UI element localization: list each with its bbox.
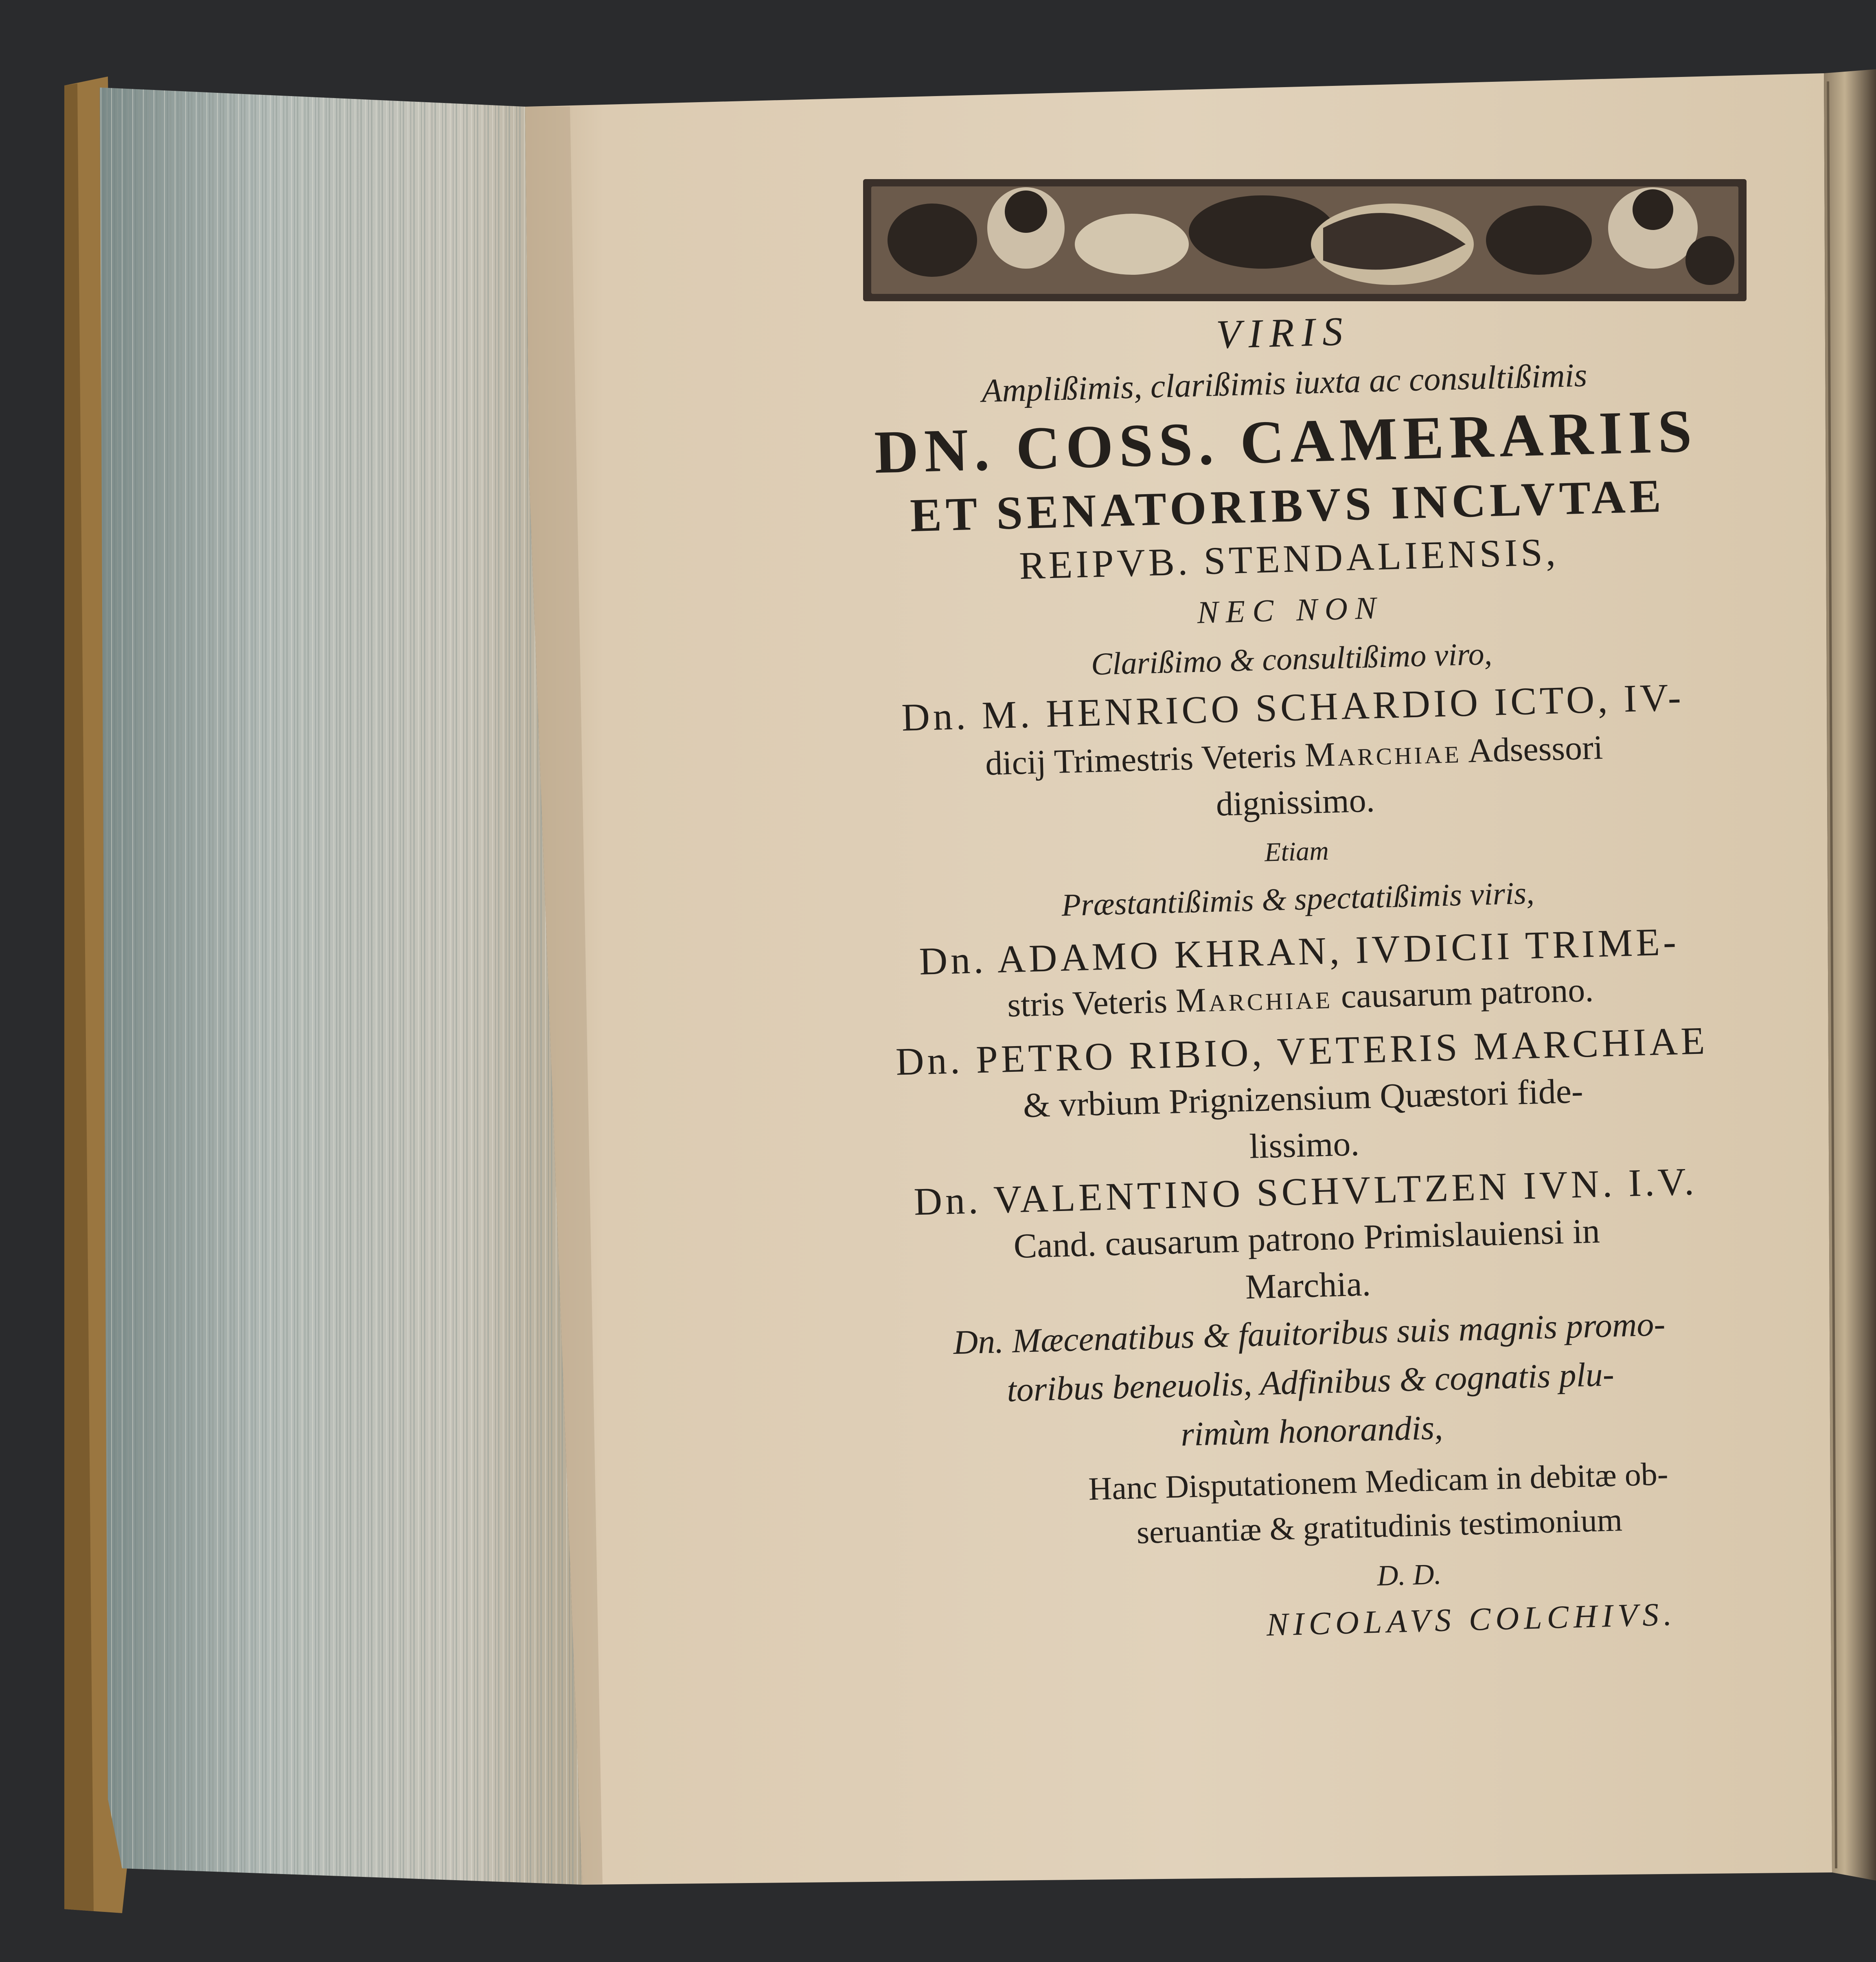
line-lissimo: lissimo. <box>1249 1123 1360 1166</box>
line-rimum: rimùm honorandis, <box>1180 1408 1444 1454</box>
line-valentino: Dn. VALENTINO SCHVLTZEN IVN. I.V. <box>913 1159 1698 1224</box>
line-amplissimis: Amplißimis, clarißimis iuxta ac consultißimis <box>981 356 1588 409</box>
line-nec-non: NEC NON <box>1197 589 1384 630</box>
text-stris: stris Veteris <box>1007 982 1177 1025</box>
text-causarum: causarum patrono. <box>1332 971 1594 1016</box>
line-vrbium: & vrbium Prignizensium Quæstori fide- <box>1022 1071 1584 1125</box>
line-adamo: Dn. ADAMO KHRAN, IVDICII TRIME- <box>918 920 1680 983</box>
line-dn-coss: DN. COSS. CAMERARIIS <box>873 397 1698 486</box>
line-petro: Dn. PETRO RIBIO, VETERIS MARCHIAE <box>895 1018 1709 1084</box>
text-adsessori: Adsessori <box>1461 728 1604 770</box>
line-et-senatoribus: ET SENATORIBVS INCLVTAE <box>909 470 1666 542</box>
line-marchia: Marchia. <box>1245 1264 1371 1307</box>
line-praestantissimis: Præstantißimis & spectatißimis viris, <box>1061 875 1535 923</box>
text-marchiae-1: Marchiae <box>1304 732 1462 774</box>
line-hanc: Hanc Disputationem Medicam in debitæ ob- <box>1088 1456 1669 1507</box>
line-etiam: Etiam <box>1264 836 1329 867</box>
line-signature-colchius: NICOLAVS COLCHIVS. <box>1266 1596 1677 1643</box>
line-dignissimo: dignissimo. <box>1215 781 1375 823</box>
line-toribus: toribus beneuolis, Adfinibus & cognatis plu- <box>1006 1355 1615 1409</box>
line-maecenatibus: Dn. Mæcenatibus & fauitoribus suis magnis promo- <box>953 1305 1666 1362</box>
line-cand: Cand. causarum patrono Primislauiensi in <box>1013 1211 1600 1266</box>
dedication-text <box>765 296 1837 1747</box>
text-dicij: dicij Trimestris Veteris <box>985 736 1306 783</box>
woodcut-headpiece-ornament <box>863 179 1747 301</box>
line-clarissimo: Clarißimo & consultißimo viro, <box>1090 635 1493 682</box>
line-seruantiae: seruantiæ & gratitudinis testimonium <box>1136 1502 1623 1551</box>
text-marchiae-2: Marchiae <box>1175 978 1333 1020</box>
line-henrico: Dn. M. HENRICO SCHARDIO ICTO, IV- <box>901 675 1685 739</box>
line-viris: VIRIS <box>1215 308 1351 357</box>
line-reipub: REIPVB. STENDALIENSIS, <box>1019 530 1559 588</box>
line-dd: D. D. <box>1376 1557 1442 1592</box>
